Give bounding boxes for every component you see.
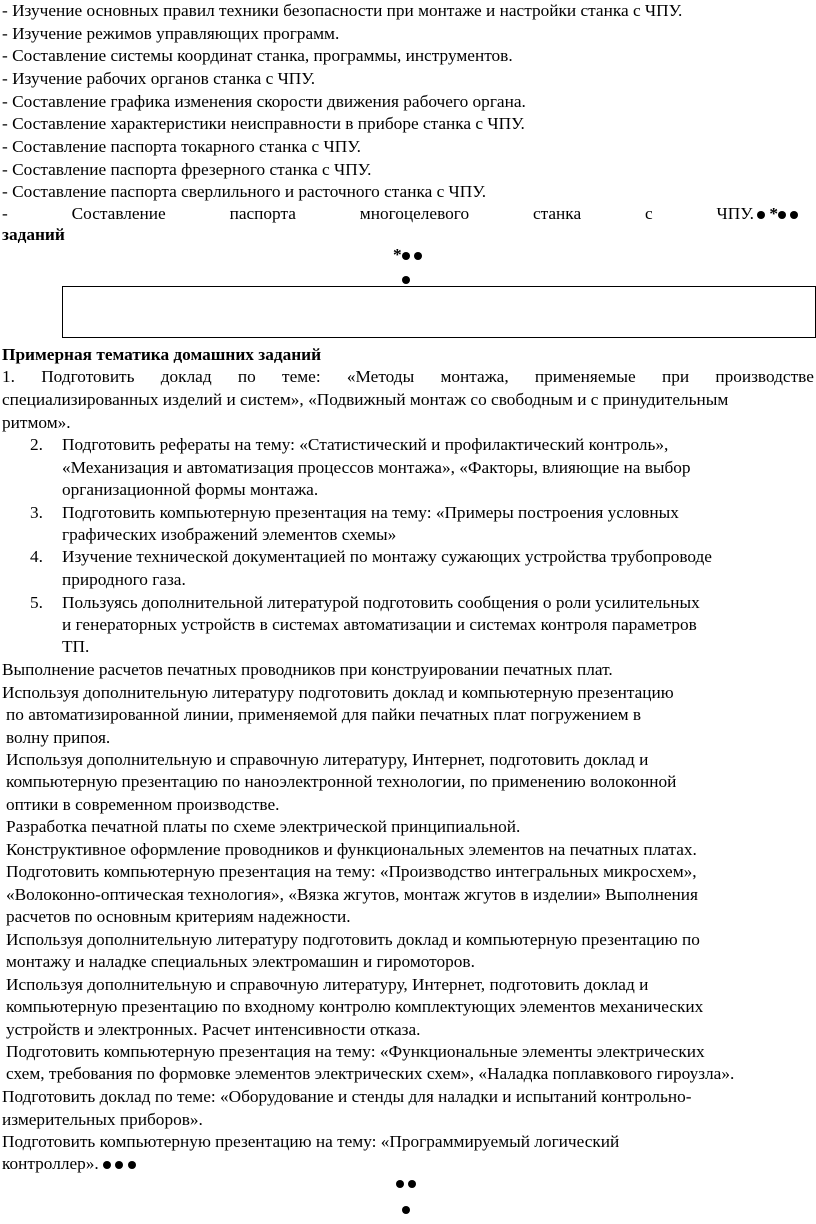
bullet-marks-1: *	[757, 203, 798, 226]
bullet-marks-2: *	[393, 244, 422, 267]
bullet-dot	[115, 1161, 123, 1169]
item-4-line-1: Изучение технической документацией по монтажу сужающих устройства трубопроводе	[62, 547, 712, 566]
para-line-16: компьютерную презентацию по входному контролю комплектующих элементов механических	[6, 997, 704, 1016]
para-line-5: Используя дополнительную и справочную литературу, Интернет, подготовить доклад и	[6, 750, 649, 769]
dash-item-7: - Составление паспорта токарного станка с ЧПУ.	[2, 137, 361, 156]
word: монтажа,	[440, 367, 509, 386]
dash-item-5: - Составление графика изменения скорости движения рабочего органа.	[2, 92, 526, 111]
para-line-18: Подготовить компьютерную презентация на тему: «Функциональные элементы электрических	[6, 1042, 705, 1061]
item-4-line-2: природного газа.	[62, 570, 186, 589]
word: Подготовить	[41, 367, 135, 386]
item-3-line-2: графических изображений элементов схемы»	[62, 525, 397, 544]
item-5-line-3: ТП.	[62, 637, 90, 656]
word: «Методы	[346, 367, 415, 386]
dash-item-6: - Составление характеристики неисправности в приборе станка с ЧПУ.	[2, 114, 525, 133]
para-line-19: схем, требования по формовке элементов электрических схем», «Наладка поплавкового гироузла».	[6, 1064, 735, 1083]
bullet-dot	[103, 1161, 111, 1169]
para-line-1: Выполнение расчетов печатных проводников при конструировании печатных плат.	[2, 660, 613, 679]
para-line-17: устройств и электронных. Расчет интенсивности отказа.	[6, 1020, 421, 1039]
word: производстве	[715, 367, 814, 386]
para-line-14: монтажу и наладке специальных электромашин и гиромоторов.	[6, 952, 475, 971]
item-1-line-1	[2, 366, 814, 389]
bullet-dot	[778, 211, 786, 219]
item-3-num: 3.	[30, 503, 43, 522]
dash-item-9: - Составление паспорта сверлильного и расточного станка с ЧПУ.	[2, 182, 487, 201]
zadaniy-word: заданий	[2, 225, 65, 244]
para-line-7: оптики в современном производстве.	[6, 795, 280, 814]
item-4-num: 4.	[30, 547, 43, 566]
bullet-marks-5	[402, 1198, 410, 1221]
item-1-line-2: специализированных изделий и систем», «Подвижный монтаж со свободным и с принудительным	[2, 390, 729, 409]
empty-box	[62, 286, 816, 338]
para-line-11: «Волоконно-оптическая технология», «Вязка жгутов, монтаж жгутов в изделии» Выполнения	[6, 885, 698, 904]
para-line-21: измерительных приборов».	[2, 1110, 203, 1129]
bullet-dot	[128, 1161, 136, 1169]
dash-item-8: - Составление паспорта фрезерного станка с ЧПУ.	[2, 160, 372, 179]
item-2-num: 2.	[30, 435, 43, 454]
para-line-8: Разработка печатной платы по схеме электрической принципиальной.	[6, 817, 521, 836]
item-2-line-1: Подготовить рефераты на тему: «Статистический и профилактический контроль»,	[62, 435, 669, 454]
bullet-dot	[402, 1206, 410, 1214]
item-2-line-2: «Механизация и автоматизация процессов монтажа», «Факторы, влияющие на выбор	[62, 458, 691, 477]
para-line-15: Используя дополнительную и справочную литературу, Интернет, подготовить доклад и	[6, 975, 649, 994]
bullet-dot	[402, 252, 410, 260]
para-line-20: Подготовить доклад по теме: «Оборудование и стенды для наладки и испытаний контрольно-	[2, 1087, 692, 1106]
dash-item-10: - Составление паспорта многоцелевого станка с ЧПУ.	[2, 204, 754, 223]
bullet-dot	[408, 1180, 416, 1188]
item-2-line-3: организационной формы монтажа.	[62, 480, 319, 499]
para-line-22: Подготовить компьютерную презентацию на тему: «Программируемый логический	[2, 1132, 620, 1151]
para-line-4: волну припоя.	[6, 728, 111, 747]
para-line-10: Подготовить компьютерную презентация на тему: «Производство интегральных микросхем»,	[6, 862, 697, 881]
bullet-dot	[757, 211, 765, 219]
item-5-line-2: и генераторных устройств в системах автоматизации и системах контроля параметров	[62, 615, 697, 634]
bullet-dot	[414, 252, 422, 260]
dash-item-1: - Изучение основных правил техники безопасности при монтаже и настройки станка с ЧПУ.	[2, 1, 683, 20]
para-line-9: Конструктивное оформление проводников и функциональных элементов на печатных платах.	[6, 840, 697, 859]
dash-item-2: - Изучение режимов управляющих программ.	[2, 24, 340, 43]
para-line-3: по автоматизированной линии, применяемой для пайки печатных плат погружением в	[6, 705, 642, 724]
word: по	[237, 367, 256, 386]
bullet-dot	[790, 211, 798, 219]
bullet-marks-4	[396, 1172, 416, 1195]
word: теме:	[282, 367, 321, 386]
para-line-23: контроллер».	[2, 1153, 136, 1176]
item-5-num: 5.	[30, 593, 43, 612]
para-line-2: Используя дополнительную литературу подготовить доклад и компьютерную презентацию	[2, 683, 674, 702]
para-line-6: компьютерную презентацию по наноэлектронной технологии, по применению волоконной	[6, 772, 677, 791]
item-5-line-1: Пользуясь дополнительной литературой подготовить сообщения о роли усилительных	[62, 593, 700, 612]
item-3-line-1: Подготовить компьютерную презентация на тему: «Примеры построения условных	[62, 503, 679, 522]
word: при	[661, 367, 690, 386]
dash-item-3: - Составление системы координат станка, программы, инструментов.	[2, 46, 513, 65]
page-heading: Примерная тематика домашних заданий	[2, 345, 322, 364]
bullet-dot	[396, 1180, 404, 1188]
para-line-13: Используя дополнительную литературу подготовить доклад и компьютерную презентацию по	[6, 930, 700, 949]
bullet-dot	[402, 276, 410, 284]
item-1-line-3: ритмом».	[2, 413, 71, 432]
dash-item-4: - Изучение рабочих органов станка с ЧПУ.	[2, 69, 316, 88]
word: доклад	[160, 367, 212, 386]
word: применяемые	[534, 367, 636, 386]
word: 1.	[2, 367, 15, 386]
para-line-12: расчетов по основным критериям надежности.	[6, 907, 351, 926]
